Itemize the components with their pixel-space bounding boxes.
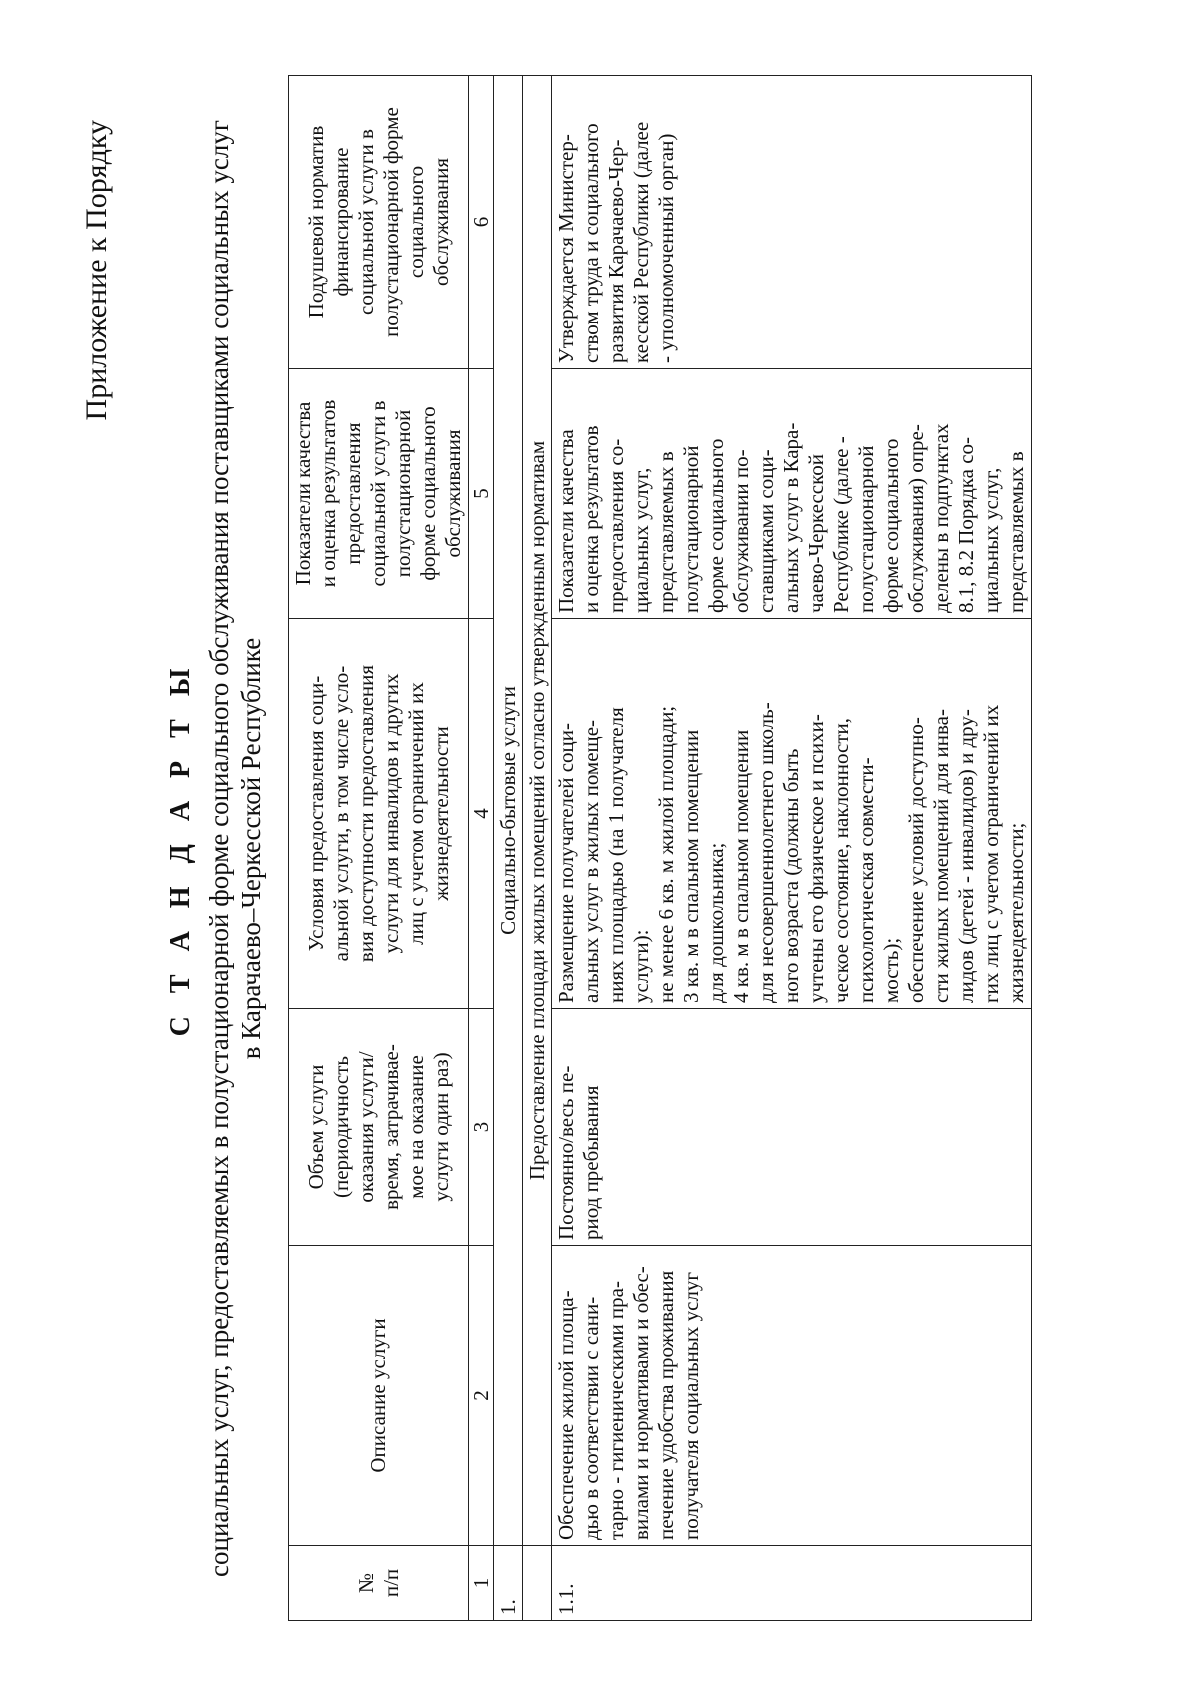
table-row [552,76,1032,1621]
table-header-row [289,76,469,1621]
subsection-row [523,76,552,1621]
header-financing: Подушевой норматив финансирование социальной услуги в полустационарной форме социального обслуживания [289,76,469,369]
header-description: Описание услуги [289,1246,469,1546]
title-block [165,100,267,1597]
standards-table [288,75,1032,1621]
subsection-number [523,1546,552,1621]
column-number: 4 [469,619,494,1009]
standards-table-wrapper [288,76,1032,1621]
document-subtitle-line-1: социальных услуг, предоставляемых в полустационарной форме социального обслуживания поставщиками социальных услуг [204,120,234,1577]
column-number: 5 [469,369,494,619]
section-number: 1. [494,1546,523,1621]
row-financing: Утверждается Министер- ством труда и социального развития Карачаево-Чер- кесской Республики (далее - уполномоченный орган) [552,76,1032,369]
section-row [494,76,523,1621]
column-number: 1 [469,1546,494,1621]
column-number-row [469,76,494,1621]
column-number: 2 [469,1246,494,1546]
row-number: 1.1. [552,1546,1032,1621]
row-description: Обеспечение жилой площа- дью в соответствии с сани- тарно - гигиеническими пра- вилами и нормативами и обес- печение удобства проживания получателя социальных услуг [552,1246,1032,1546]
appendix-note: Приложение к Порядку [80,120,113,421]
document-title: С Т А Н Д А Р Т Ы [165,660,196,1037]
header-volume: Объем услуги (периодичность оказания услуги/ время, затрачивае- мое на оказание услуги один раз) [289,1009,469,1246]
row-conditions: Размещение получателей соци- альных услуг в жилых помеще- ниях площадью (на 1 получателя услуги): не менее 6 кв. м жилой площади; 3 кв. м в спальном помещении для дошкольника; 4 кв. м в спальном помещении для несовершеннолетнего школь- ного возраста (должны быть учтены его физическое и психи- ческое состояние, наклонности, психологическая совмести- мость); обеспечение условий доступно- сти жилых помещений для инва- лидов (детей - инвалидов) и дру- гих лиц с учетом ограничений их жизнедеятельности; [552,619,1032,1009]
row-volume: Постоянно/весь пе- риод пребывания [552,1009,1032,1246]
row-quality: Показатели качества и оценка результатов предоставления со- циальных услуг, представляемых в полустационарной форме социального обслуживании по- ставщиками соци- альных услуг в Кара- чаево-Черкесской Республике (далее - полустационарной форме социального обслуживания) опре- делены в подпунктах 8.1, 8.2 Порядка со- циальных услуг, представляемых в [552,369,1032,619]
header-number: № п/п [289,1546,469,1621]
header-conditions: Условия предоставления соци- альной услуги, в том числе усло- вия доступности предоставления услуги для инвалидов и других лиц с учетом ограничений их жизнедеятельности [289,619,469,1009]
header-quality: Показатели качества и оценка результатов предоставления социальной услуги в полустационарной форме социального обслуживания [289,369,469,619]
section-title: Социально-бытовые услуги [494,76,523,1546]
column-number: 3 [469,1009,494,1246]
subsection-title: Предоставление площади жилых помещений согласно утвержденным нормативам [523,76,552,1546]
column-number: 6 [469,76,494,369]
document-subtitle-line-2: в Карачаево–Черкесской Республике [236,637,266,1060]
